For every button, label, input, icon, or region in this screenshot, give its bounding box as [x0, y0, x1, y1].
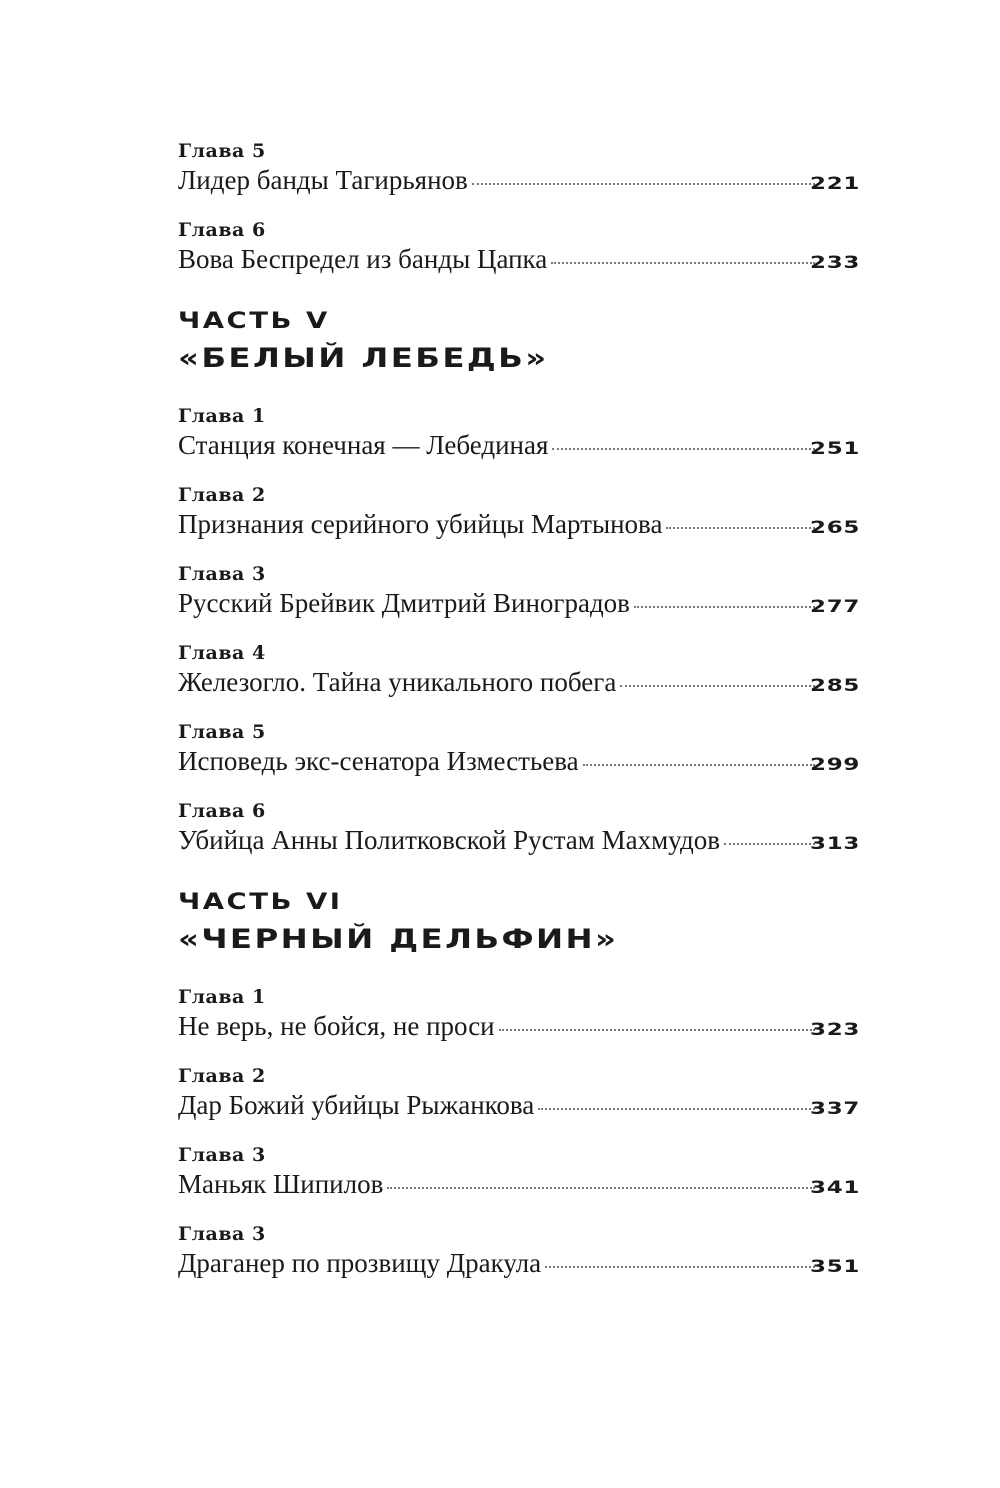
toc-entry: [178, 561, 860, 619]
chapter-label: Глава 6: [178, 219, 266, 241]
chapter-line: [178, 587, 860, 619]
page-number: 233: [810, 253, 860, 273]
toc-entry: [178, 984, 860, 1042]
chapter-label: Глава 2: [178, 1065, 266, 1087]
toc-entry: [178, 719, 860, 777]
chapter-line: [178, 1089, 860, 1121]
chapter-label: Глава 1: [178, 405, 266, 427]
chapter-title: Маньяк Шипилов: [178, 1169, 384, 1199]
toc-entry: [178, 217, 860, 275]
chapter-label: Глава 3: [178, 563, 266, 585]
chapter-title: Драганер по прозвищу Дракула: [178, 1248, 542, 1278]
chapter-label: Глава 3: [178, 1223, 266, 1245]
page-number: 221: [810, 174, 860, 194]
chapter-title: Исповедь экс-сенатора Изместьева: [178, 746, 579, 776]
toc-entry: [178, 1221, 860, 1279]
part-title: «ЧЕРНЫЙ ДЕЛЬФИН»: [178, 924, 619, 955]
toc-entry: [178, 1142, 860, 1200]
page-number: 337: [810, 1099, 860, 1119]
toc-entry: [178, 1063, 860, 1121]
chapter-line: [178, 243, 860, 275]
dot-leader: [634, 605, 815, 608]
toc-entry: [178, 798, 860, 856]
part-title: «БЕЛЫЙ ЛЕБЕДЬ»: [178, 343, 549, 374]
toc-entry: [178, 482, 860, 540]
dot-leader: [551, 261, 815, 264]
chapter-label: Глава 5: [178, 140, 266, 162]
dot-leader: [552, 447, 815, 450]
chapter-title: Русский Брейвик Дмитрий Виноградов: [178, 588, 630, 618]
dot-leader: [583, 763, 815, 766]
chapter-label: Глава 5: [178, 721, 266, 743]
chapter-label: Глава 4: [178, 642, 266, 664]
table-of-contents: [178, 138, 860, 1300]
chapter-label: Глава 3: [178, 1144, 266, 1166]
page-number: 251: [810, 439, 860, 459]
chapter-label: Глава 6: [178, 800, 266, 822]
chapter-label: Глава 2: [178, 484, 266, 506]
toc-entry: [178, 403, 860, 461]
chapter-line: [178, 1168, 860, 1200]
chapter-title: Станция конечная — Лебединая: [178, 430, 549, 460]
chapter-line: [178, 508, 860, 540]
page-number: 265: [810, 518, 860, 538]
chapter-line: [178, 164, 860, 196]
chapter-title: Вова Беспредел из банды Цапка: [178, 244, 548, 274]
page-number: 351: [810, 1257, 860, 1277]
page-number: 313: [810, 834, 860, 854]
part-label: ЧАСТЬ VI: [178, 890, 343, 915]
part-heading-5: [178, 305, 860, 379]
chapter-line: [178, 666, 860, 698]
chapter-line: [178, 1010, 860, 1042]
page-number: 341: [810, 1178, 860, 1198]
dot-leader: [387, 1186, 815, 1189]
dot-leader: [620, 684, 815, 687]
chapter-title: Не верь, не бойся, не проси: [178, 1011, 495, 1041]
chapter-title: Дар Божий убийцы Рыжанкова: [178, 1090, 535, 1120]
dot-leader: [666, 526, 815, 529]
chapter-title: Убийца Анны Политковской Рустам Махмудов: [178, 825, 720, 855]
chapter-line: [178, 1247, 860, 1279]
chapter-title: Признания серийного убийцы Мартынова: [178, 509, 663, 539]
page-number: 299: [810, 755, 860, 775]
chapter-line: [178, 745, 860, 777]
dot-leader: [724, 842, 815, 845]
chapter-title: Лидер банды Тагирьянов: [178, 165, 468, 195]
page-number: 285: [810, 676, 860, 696]
part-heading-6: [178, 886, 860, 960]
dot-leader: [538, 1107, 815, 1110]
toc-entry: [178, 138, 860, 196]
part-label: ЧАСТЬ V: [178, 309, 330, 334]
page-number: 323: [810, 1020, 860, 1040]
dot-leader: [499, 1028, 815, 1031]
dot-leader: [545, 1265, 815, 1268]
chapter-line: [178, 824, 860, 856]
toc-entry: [178, 640, 860, 698]
page-number: 277: [810, 597, 860, 617]
dot-leader: [472, 182, 815, 185]
chapter-label: Глава 1: [178, 986, 266, 1008]
chapter-line: [178, 429, 860, 461]
chapter-title: Железогло. Тайна уникального побега: [178, 667, 617, 697]
